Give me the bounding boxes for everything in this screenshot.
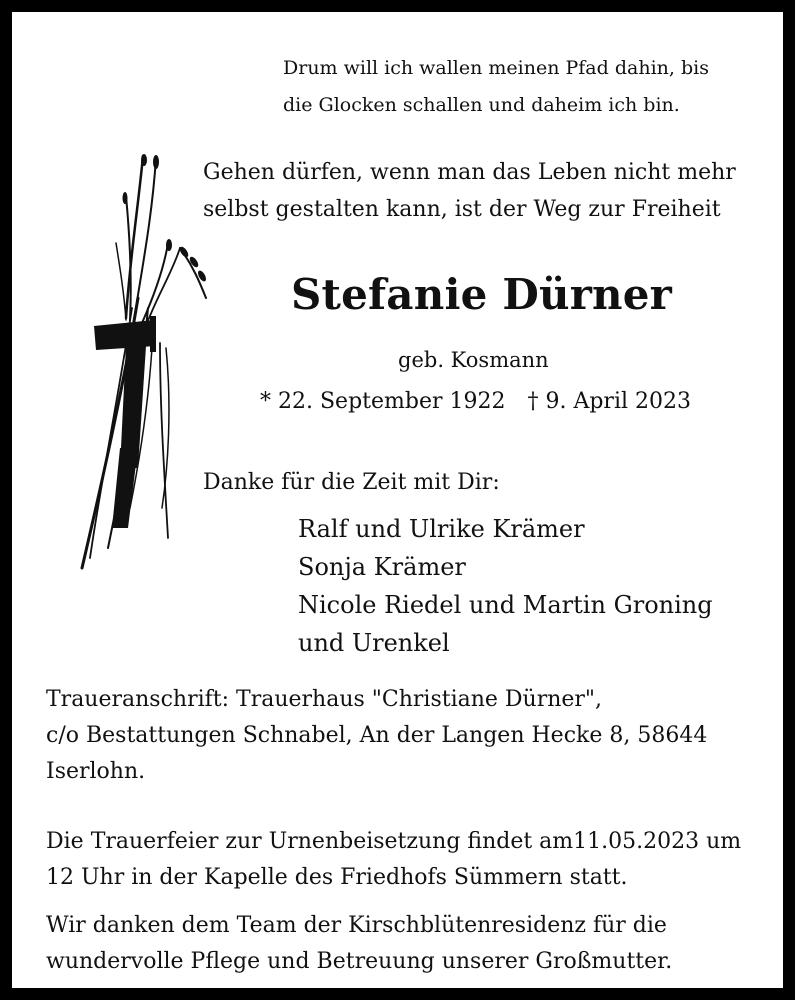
quote-line-1: Gehen dürfen, wenn man das Leben nicht mehr xyxy=(203,160,736,185)
poem-line-1: Drum will ich wallen meinen Pfad dahin, bis xyxy=(283,57,709,79)
ceremony-line-1: Die Trauerfeier zur Urnenbeisetzung findet am11.05.2023 um xyxy=(46,829,742,854)
ceremony-line-2: 12 Uhr in der Kapelle des Friedhofs Sümmern statt. xyxy=(46,865,628,890)
mourner-name: und Urenkel xyxy=(298,629,450,657)
birth-name: geb. Kosmann xyxy=(398,348,549,372)
birth-date: * 22. September 1922 xyxy=(260,389,506,414)
gratitude-line-1: Wir danken dem Team der Kirschblütenresidenz für die xyxy=(46,913,667,938)
mourner-name: Ralf und Ulrike Krämer xyxy=(298,515,585,543)
address-line-1: Traueranschrift: Trauerhaus "Christiane Dürner", xyxy=(46,687,603,712)
mourners-intro: Danke für die Zeit mit Dir: xyxy=(203,470,500,495)
death-date: † 9. April 2023 xyxy=(527,389,692,414)
deceased-name: Stefanie Dürner xyxy=(290,270,673,319)
mourner-name: Nicole Riedel und Martin Groning xyxy=(298,591,713,619)
life-dates xyxy=(260,391,691,413)
mourner-name: Sonja Krämer xyxy=(298,553,466,581)
gratitude-line-2: wundervolle Pflege und Betreuung unserer Großmutter. xyxy=(46,949,673,974)
address-line-2: c/o Bestattungen Schnabel, An der Langen Hecke 8, 58644 xyxy=(46,723,708,748)
poem-line-2: die Glocken schallen und daheim ich bin. xyxy=(283,94,680,116)
address-line-3: Iserlohn. xyxy=(46,759,146,784)
quote-line-2: selbst gestalten kann, ist der Weg zur Freiheit xyxy=(203,197,721,222)
cross-with-grass-icon xyxy=(68,148,218,578)
